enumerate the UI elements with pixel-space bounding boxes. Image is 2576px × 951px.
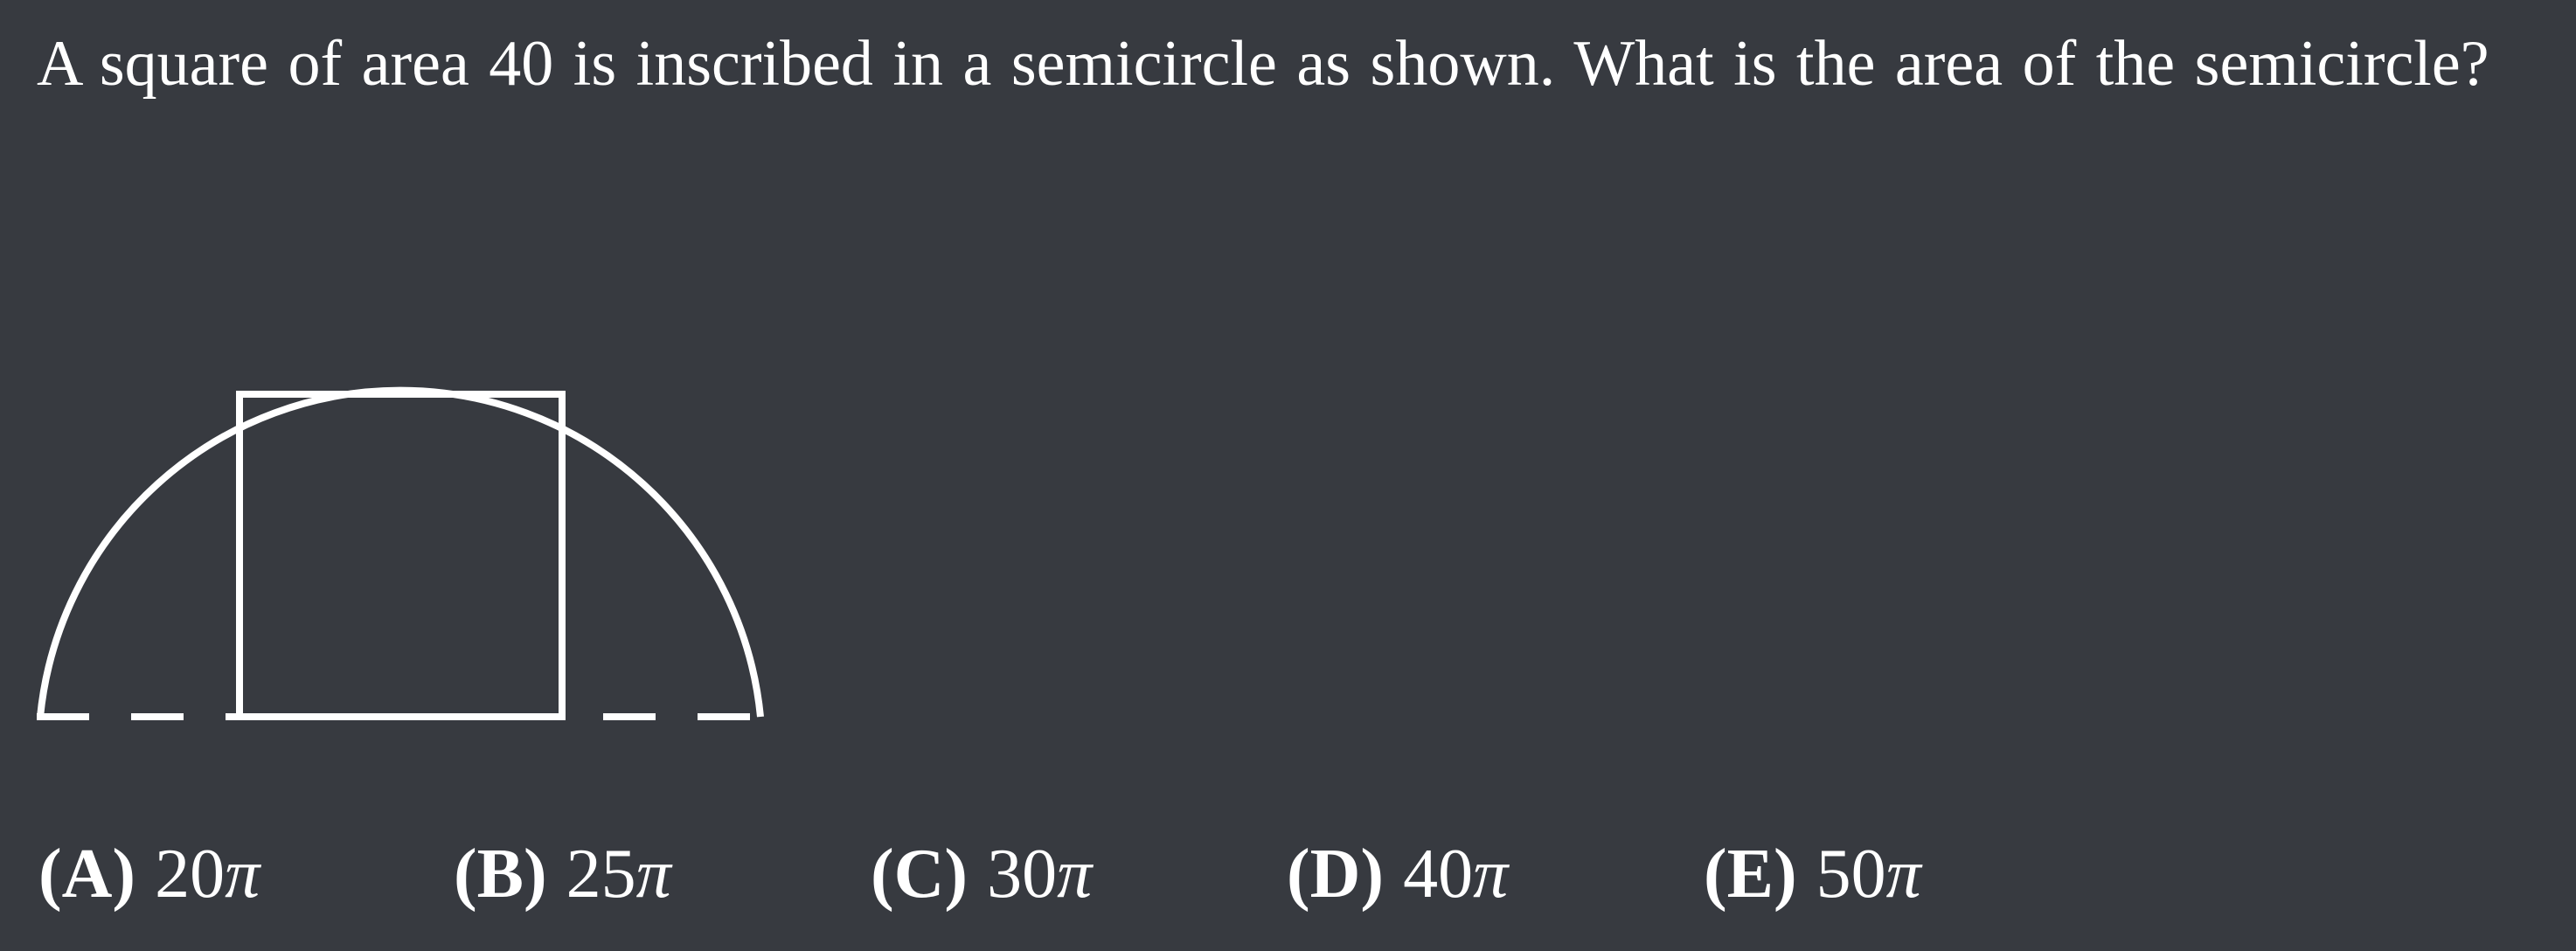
choice-b[interactable]: [454, 826, 671, 922]
problem-statement: A square of area 40 is inscribed in a semicircle as shown. What is the area of the semicircle?: [37, 28, 2489, 100]
choice-b-letter: (B): [454, 836, 547, 913]
choice-e[interactable]: [1704, 826, 1921, 922]
choice-d[interactable]: [1287, 826, 1508, 922]
choice-a-value: 20π: [155, 836, 260, 913]
choice-c-letter: (C): [871, 836, 969, 913]
choice-d-letter: (D): [1287, 836, 1385, 913]
choice-e-value: 50π: [1816, 836, 1921, 913]
choice-d-value: 40π: [1403, 836, 1509, 913]
choice-c-value: 30π: [987, 836, 1093, 913]
semicircle-figure: [0, 332, 787, 734]
choice-c[interactable]: [871, 826, 1092, 922]
semicircle-arc: [40, 391, 760, 717]
inscribed-square: [240, 394, 562, 717]
choice-b-value: 25π: [566, 836, 671, 913]
choice-a[interactable]: [38, 826, 260, 922]
choice-a-letter: (A): [38, 836, 136, 913]
choice-e-letter: (E): [1704, 836, 1797, 913]
